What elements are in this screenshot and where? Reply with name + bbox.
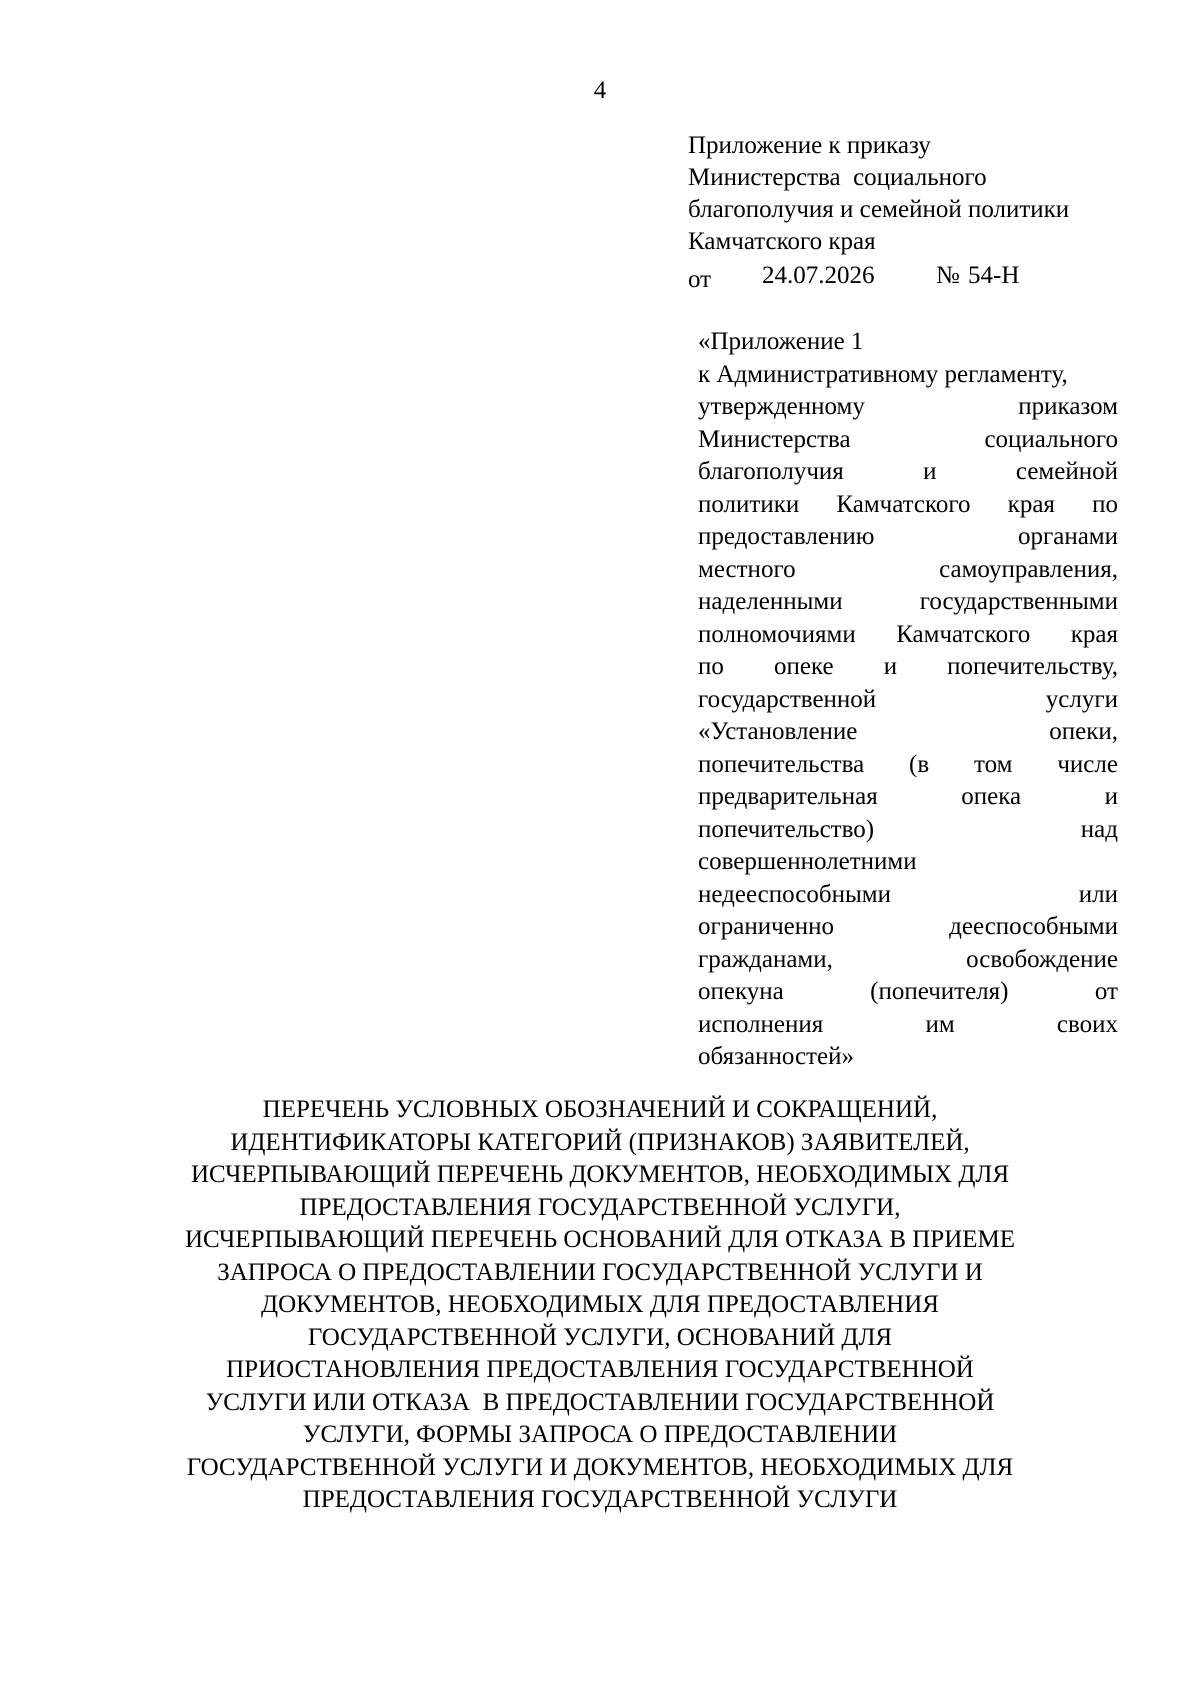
annex-line <box>698 424 1118 457</box>
annex-word: опекуна <box>698 978 784 1005</box>
annex-line <box>698 814 1118 847</box>
annex-word: числе <box>1057 750 1118 778</box>
annex-word: том <box>974 750 1013 778</box>
annex-line <box>698 489 1118 522</box>
annex-word: благополучия <box>698 458 844 485</box>
annex-word: семейной <box>1015 458 1118 485</box>
title-line: ГОСУДАРСТВЕННОЙ УСЛУГИ, ОСНОВАНИЙ ДЛЯ <box>307 1323 893 1351</box>
title-line: ЗАПРОСА О ПРЕДОСТАВЛЕНИИ ГОСУДАРСТВЕННОЙ УСЛУГИ И <box>217 1258 983 1286</box>
approval-line: благополучия и семейной политики <box>688 196 1070 223</box>
annex-line: к Административному регламенту, <box>698 360 1068 388</box>
annex-reference <box>698 326 1118 1074</box>
annex-word: гражданами, <box>698 945 833 973</box>
annex-word: государственной <box>698 685 877 713</box>
annex-line <box>698 944 1118 977</box>
annex-word: опека <box>961 783 1022 810</box>
annex-word: «Установление <box>698 718 858 745</box>
annex-word: ограниченно <box>698 913 835 940</box>
annex-word: услуги <box>1045 685 1118 713</box>
annex-line <box>698 1041 1118 1074</box>
number-label: № <box>936 262 960 289</box>
annex-line <box>698 781 1118 814</box>
approval-line: Приложение к приказу <box>688 132 931 159</box>
annex-line <box>698 879 1118 912</box>
annex-line <box>698 456 1118 489</box>
annex-word: социального <box>984 425 1118 453</box>
annex-word: попечительство) <box>698 815 875 843</box>
annex-word: самоуправления, <box>939 555 1118 583</box>
title-line: ПЕРЕЧЕНЬ УСЛОВНЫХ ОБОЗНАЧЕНИЙ И СОКРАЩЕНИЙ, <box>262 1096 938 1123</box>
annex-word: над <box>1080 815 1118 843</box>
title-line: ПРЕДОСТАВЛЕНИЯ ГОСУДАРСТВЕННОЙ УСЛУГИ, <box>299 1193 901 1221</box>
annex-word: края <box>1070 620 1118 648</box>
annex-word: приказом <box>1018 393 1118 420</box>
document-title <box>100 1094 1100 1517</box>
annex-word: совершеннолетними <box>698 848 917 875</box>
annex-word: дееспособными <box>949 913 1118 940</box>
title-line: ИСЧЕРПЫВАЮЩИЙ ПЕРЕЧЕНЬ ДОКУМЕНТОВ, НЕОБХОДИМЫХ ДЛЯ <box>190 1161 1010 1188</box>
annex-line <box>698 651 1118 684</box>
annex-line: «Приложение 1 <box>698 328 864 355</box>
annex-word: своих <box>1056 1010 1118 1038</box>
order-number: 54-Н <box>968 262 1020 289</box>
from-label: от <box>688 266 712 293</box>
annex-line <box>698 391 1118 424</box>
approval-line: Камчатского края <box>688 228 876 255</box>
annex-line <box>698 684 1118 717</box>
annex-word: Министерства <box>698 425 851 453</box>
annex-line <box>698 1009 1118 1042</box>
annex-word: предварительная <box>698 783 878 810</box>
annex-word: Камчатского <box>836 490 971 518</box>
annex-word: по <box>698 653 724 680</box>
approval-line: Министерства социального <box>688 164 987 191</box>
title-line: ИСЧЕРПЫВАЮЩИЙ ПЕРЕЧЕНЬ ОСНОВАНИЙ ДЛЯ ОТКАЗА В ПРИЕМЕ <box>184 1226 1016 1253</box>
annex-word: освобождение <box>966 945 1118 973</box>
annex-word: государственными <box>919 588 1118 615</box>
title-line: ПРЕДОСТАВЛЕНИЯ ГОСУДАРСТВЕННОЙ УСЛУГИ <box>302 1486 898 1513</box>
annex-word: органами <box>1017 523 1118 550</box>
annex-line <box>698 521 1118 554</box>
annex-word: (в <box>909 750 930 778</box>
annex-word: им <box>925 1010 955 1038</box>
annex-word: по <box>1092 490 1118 518</box>
annex-word: недееспособными <box>698 880 891 908</box>
annex-line <box>698 619 1118 652</box>
order-date-number-line <box>688 260 1128 292</box>
annex-word: Камчатского <box>896 620 1031 648</box>
annex-word: и <box>1104 783 1118 810</box>
annex-word: опеки, <box>1049 718 1118 745</box>
annex-word: политики <box>698 490 800 518</box>
title-line: УСЛУГИ, ФОРМЫ ЗАПРОСА О ПРЕДОСТАВЛЕНИИ <box>302 1421 898 1448</box>
annex-line <box>698 846 1118 879</box>
title-line: УСЛУГИ ИЛИ ОТКАЗА В ПРЕДОСТАВЛЕНИИ ГОСУДАРСТВЕННОЙ <box>205 1388 995 1416</box>
annex-word: предоставлению <box>698 523 875 550</box>
annex-line <box>698 716 1118 749</box>
annex-line <box>698 976 1118 1009</box>
annex-word: наделенными <box>698 588 843 615</box>
annex-word: (попечителя) <box>870 978 1009 1005</box>
page-number: 4 <box>593 77 607 104</box>
annex-word: попечительства <box>698 750 865 778</box>
annex-word: от <box>1094 978 1118 1005</box>
order-date: 24.07.2026 <box>762 262 875 289</box>
annex-line <box>698 554 1118 587</box>
annex-word: и <box>923 458 937 485</box>
annex-line <box>698 586 1118 619</box>
annex-word: полномочиями <box>698 620 856 648</box>
annex-line <box>698 749 1118 782</box>
annex-word: опеке <box>773 653 834 680</box>
annex-word: исполнения <box>698 1010 824 1038</box>
title-line: ДОКУМЕНТОВ, НЕОБХОДИМЫХ ДЛЯ ПРЕДОСТАВЛЕНИЯ <box>261 1291 939 1318</box>
title-line: ГОСУДАРСТВЕННОЙ УСЛУГИ И ДОКУМЕНТОВ, НЕОБХОДИМЫХ ДЛЯ <box>186 1453 1014 1481</box>
annex-word: попечительству, <box>947 653 1118 680</box>
title-line: ИДЕНТИФИКАТОРЫ КАТЕГОРИЙ (ПРИЗНАКОВ) ЗАЯВИТЕЛЕЙ, <box>230 1128 970 1156</box>
approval-stamp <box>688 130 1128 292</box>
annex-word: и <box>883 653 898 680</box>
annex-word: местного <box>698 555 796 583</box>
annex-line <box>698 911 1118 944</box>
title-line: ПРИОСТАНОВЛЕНИЯ ПРЕДОСТАВЛЕНИЯ ГОСУДАРСТВЕННОЙ <box>226 1356 974 1383</box>
annex-word: обязанностей» <box>698 1043 854 1070</box>
annex-word: или <box>1078 880 1118 908</box>
annex-word: утвержденному <box>698 393 865 420</box>
annex-word: края <box>1007 490 1055 518</box>
